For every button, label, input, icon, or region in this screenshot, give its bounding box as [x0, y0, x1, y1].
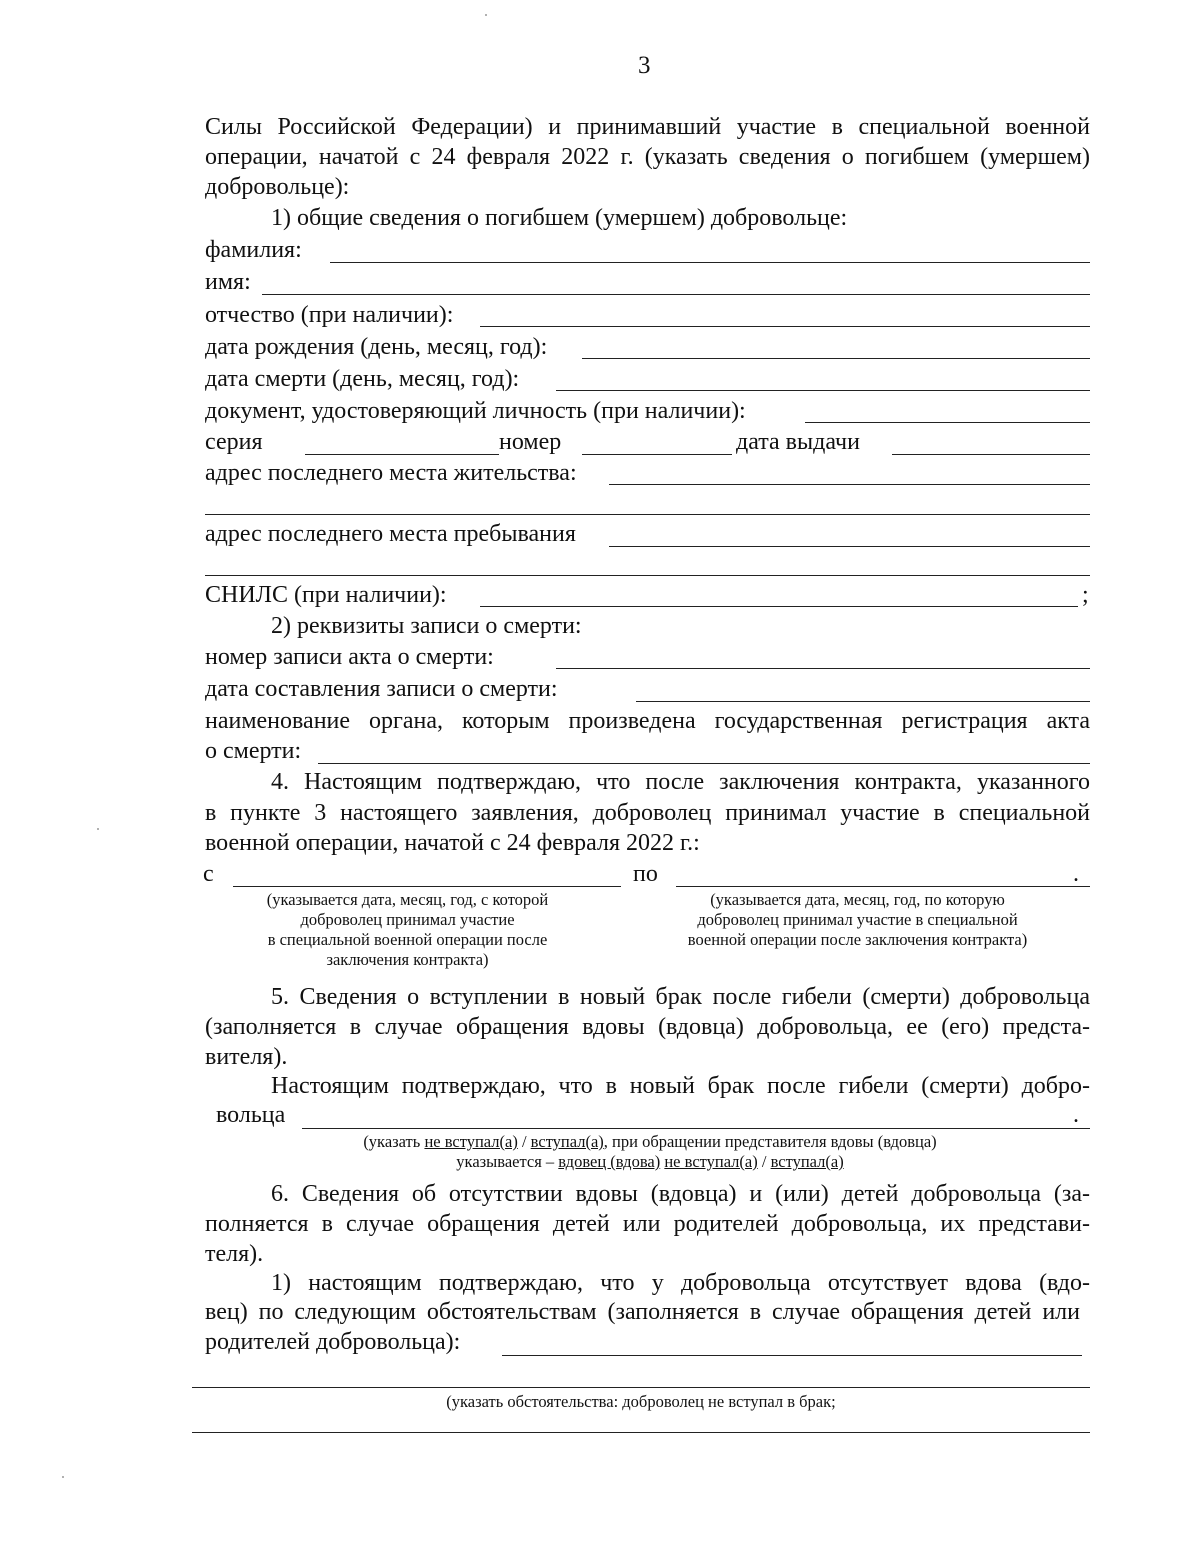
last-stay-field-continued[interactable] [205, 575, 1090, 576]
to-label: по [633, 861, 658, 887]
from-hint-line: доброволец принимал участие [300, 910, 515, 929]
death-date-label: дата смерти (день, месяц, год): [205, 366, 520, 392]
marriage-hint-line: указывается – вдовец (вдова) не вступал(а) / вступал(а) [456, 1152, 844, 1171]
from-date-field[interactable] [233, 886, 621, 887]
section5-line: 5. Сведения о вступлении в новый брак после гибели (смерти) добровольца [271, 984, 1090, 1010]
last-residence-label: адрес последнего места жительства: [205, 460, 577, 486]
birth-date-field[interactable] [582, 358, 1090, 359]
number-label: номер [499, 429, 562, 455]
intro-line: операции, начатой с 24 февраля 2022 г. (указать сведения о погибшем (умершем) [205, 144, 1090, 170]
record-date-label: дата составления записи о смерти: [205, 676, 558, 702]
last-stay-label: адрес последнего места пребывания [205, 521, 576, 547]
issue-date-field[interactable] [892, 454, 1090, 455]
record-number-field[interactable] [556, 668, 1090, 669]
to-date-hint [640, 890, 1075, 950]
circumstances-field-line2[interactable] [192, 1432, 1090, 1433]
widow-absence-line: 1) настоящим подтверждаю, что у добровольца отсутствует вдова (вдо- [271, 1270, 1090, 1296]
surname-label: фамилия: [205, 237, 302, 263]
circumstances-hint: (указать обстоятельства: доброволец не вступал в брак; [446, 1392, 836, 1411]
circumstances-field-continued[interactable] [192, 1387, 1090, 1388]
issue-date-label: дата выдачи [736, 429, 860, 455]
id-document-label: документ, удостоверяющий личность (при наличии): [205, 398, 746, 424]
widow-absence-line: родителей добровольца): [205, 1329, 461, 1355]
record-date-field[interactable] [636, 701, 1090, 702]
authority-label: наименование органа, которым произведена государственная регистрация акта [205, 708, 1090, 734]
marriage-status-field[interactable] [302, 1128, 1090, 1129]
snils-field[interactable] [480, 606, 1078, 607]
marriage-confirm-line: Настоящим подтверждаю, что в новый брак после гибели (смерти) добро- [271, 1073, 1090, 1099]
last-stay-field[interactable] [609, 546, 1090, 547]
surname-field[interactable] [330, 262, 1090, 263]
intro-line: Силы Российской Федерации) и принимавший участие в специальной военной [205, 114, 1090, 140]
section4-line: в пункте 3 настоящего заявления, доброволец принимал участие в специальной [205, 800, 1090, 826]
name-field[interactable] [262, 294, 1090, 295]
section2-heading: 2) реквизиты записи о смерти: [271, 613, 582, 639]
to-date-field[interactable] [676, 886, 1090, 887]
scan-speck [62, 1476, 64, 1478]
snils-semicolon: ; [1082, 582, 1089, 608]
to-hint-line: (указывается дата, месяц, год, по которую [710, 890, 1005, 909]
to-hint-line: доброволец принимал участие в специальной [697, 910, 1018, 929]
circumstances-field[interactable] [502, 1355, 1082, 1356]
section4-line: военной операции, начатой с 24 февраля 2022 г.: [205, 830, 700, 856]
scan-speck [97, 828, 99, 830]
birth-date-label: дата рождения (день, месяц, год): [205, 334, 548, 360]
series-label: серия [205, 429, 263, 455]
series-field[interactable] [305, 454, 499, 455]
to-date-period: . [1073, 861, 1079, 887]
section4-line: 4. Настоящим подтверждаю, что после заключения контракта, указанного [271, 769, 1090, 795]
from-label: с [203, 861, 214, 887]
last-residence-field-continued[interactable] [205, 514, 1090, 515]
from-hint-line: в специальной военной операции после [267, 930, 548, 949]
section1-heading: 1) общие сведения о погибшем (умершем) добровольце: [271, 205, 848, 231]
page-number: 3 [638, 52, 651, 79]
section6-line: 6. Сведения об отсутствии вдовы (вдовца) и (или) детей добровольца (за- [271, 1181, 1090, 1207]
number-field[interactable] [582, 454, 732, 455]
section5-line: (заполняется в случае обращения вдовы (вдовца) добровольца, ее (его) предста- [205, 1014, 1090, 1040]
patronymic-label: отчество (при наличии): [205, 302, 454, 328]
from-hint-line: (указывается дата, месяц, год, с которой [266, 890, 549, 909]
from-date-hint [225, 890, 590, 970]
snils-label: СНИЛС (при наличии): [205, 582, 447, 608]
record-number-label: номер записи акта о смерти: [205, 644, 494, 670]
to-hint-line: военной операции после заключения контракта) [687, 930, 1028, 949]
patronymic-field[interactable] [480, 326, 1090, 327]
marriage-confirm-line: вольца [216, 1102, 286, 1128]
intro-line: добровольце): [205, 174, 350, 200]
id-document-field[interactable] [805, 422, 1090, 423]
death-date-field[interactable] [556, 390, 1090, 391]
section5-line: вителя). [205, 1044, 288, 1070]
section6-line: полняется в случае обращения детей или родителей добровольца, их представи- [205, 1211, 1090, 1237]
scan-speck [485, 14, 487, 16]
marriage-status-hint [230, 1132, 1070, 1172]
marriage-status-period: . [1073, 1102, 1079, 1128]
authority-label-end: о смерти: [205, 738, 302, 764]
last-residence-field[interactable] [609, 484, 1090, 485]
widow-absence-line: вец) по следующим обстоятельствам (заполняется в случае обращения детей или [205, 1299, 1080, 1325]
authority-field[interactable] [318, 763, 1090, 764]
from-hint-line: заключения контракта) [326, 950, 489, 969]
marriage-hint-line: (указать не вступал(а) / вступал(а), при обращении представителя вдовы (вдовца) [363, 1132, 937, 1151]
section6-line: теля). [205, 1241, 264, 1267]
name-label: имя: [205, 269, 251, 295]
